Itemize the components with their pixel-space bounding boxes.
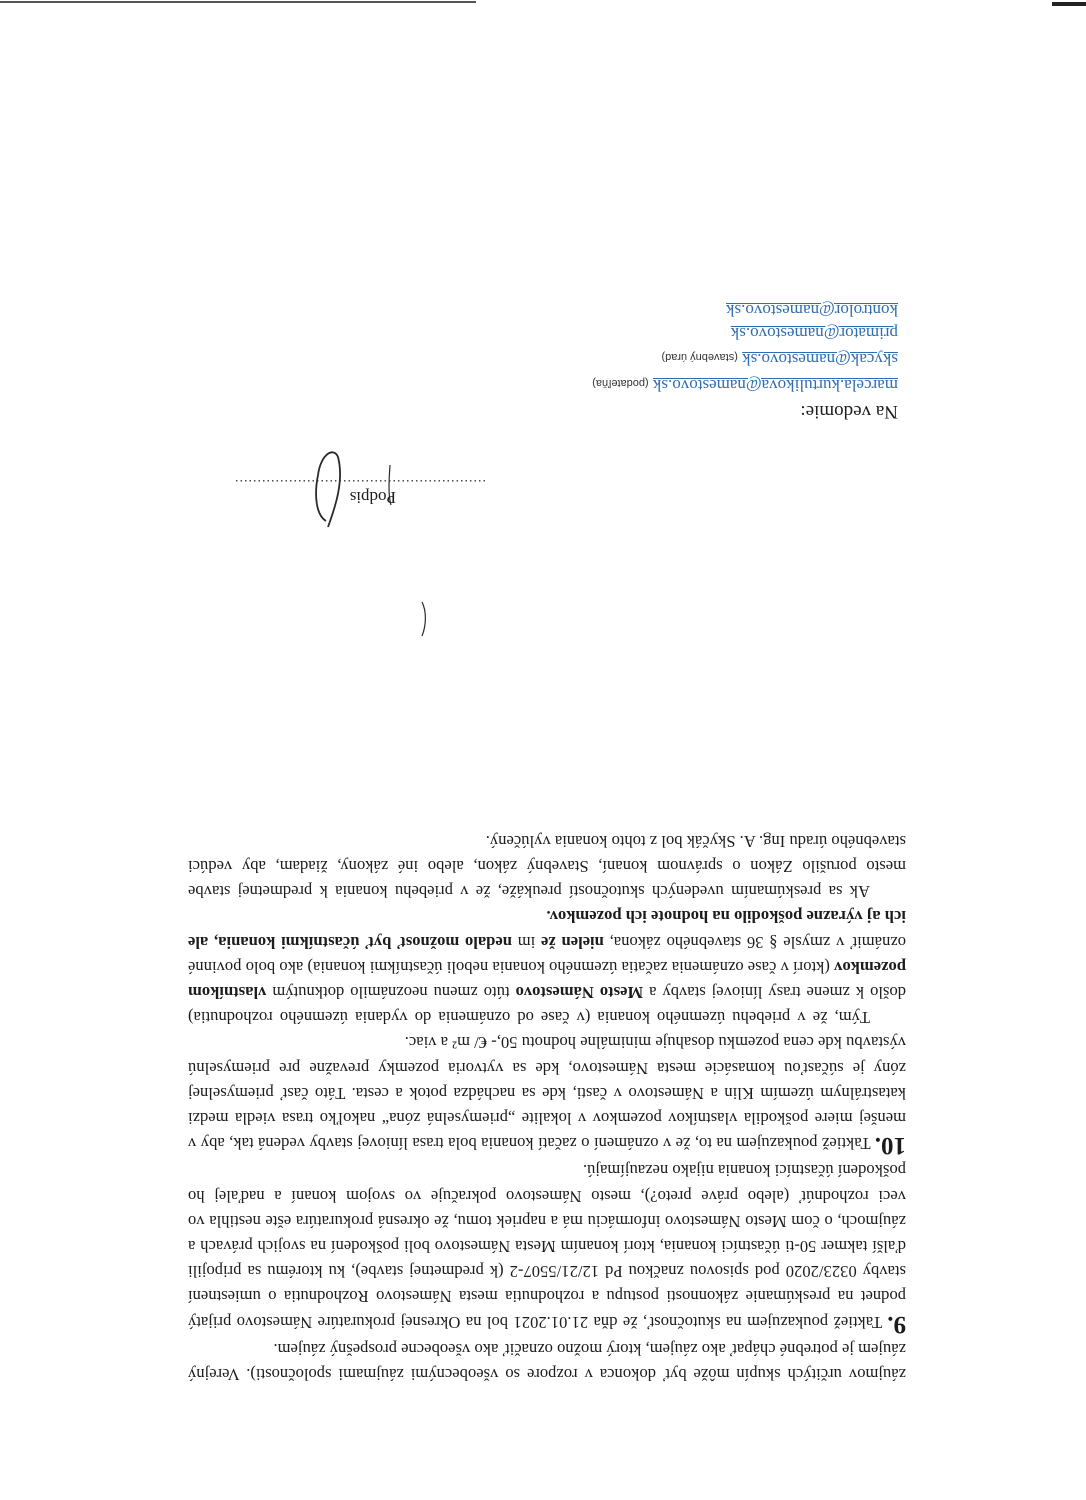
text-run: Tým, že v priebehu územného konania (v čase od oznámenia do vydania územného rozhodnutia) došlo k zmene trasy líniovej stavby a xyxy=(188,982,906,1028)
recipient-line xyxy=(592,371,898,397)
section-9 xyxy=(188,1158,906,1336)
bold-run: Mesto Námestovo xyxy=(515,982,644,1002)
bold-run: nedalo možnosť byť účastníkmi konania, ale ich aj výrazne poškodilo na hodnote ich pozemkov. xyxy=(188,907,906,952)
signature-label: Podpis xyxy=(349,488,396,507)
recipient-line xyxy=(592,322,898,345)
section-9-text: Taktiež poukazujem na skutočnosť, že dňa 21.01.2021 bol na Okresnej prokuratúre Námestovo prijatý podnet na preskúmanie zákonnosti postupu a rozhodnutia mesta Námestovo Rozhodnutia o umiestnení stavby 0323/2020 pod spisovou značkou Pd 12/21/5507-2 (k predmetnej stavbe), ku ktorému sa pripojili ďalší takmer 50-ti účastníci konania, ktorí konaním Mesta Námestovo boli poškodení na svojich právach a záujmoch, o čom Mesto Námestovo informáciu má a napriek tomu, že okresná prokuratúra ešte nestihla vo veci rozhodnúť (alebo práve preto?), mesto Námestovo pokračuje vo svojom konaní a naďalej ho poškodení účastníci konania nijako nezaujímajú. xyxy=(188,1161,906,1332)
pen-mark xyxy=(406,598,436,638)
scan-edge-line xyxy=(1052,2,1086,6)
recipient-email-link[interactable]: marcela.kurtulikova@namestovo.sk xyxy=(652,376,898,395)
recipient-line xyxy=(592,345,898,371)
text-run: im xyxy=(512,932,542,952)
section-10 xyxy=(188,1030,906,1158)
na-vedomie-title: Na vedomie: xyxy=(800,401,898,422)
text-run: (ktorí v čase oznámenia začatia územného konania neboli účastníkmi konania) ako bolo povinné oznámiť v zmysle § 36 stavebného zákona, xyxy=(188,932,906,977)
recipient-note: (podateľňa) xyxy=(592,377,649,389)
section-10-number: 10. xyxy=(874,1132,906,1160)
na-vedomie-section xyxy=(592,299,898,425)
signature-line: ........................................................ xyxy=(234,476,486,491)
letter-body xyxy=(188,829,906,1387)
recipient-email-link[interactable]: primator@namestovo.sk xyxy=(730,324,898,343)
recipient-note: (stavebný úrad) xyxy=(661,351,738,363)
recipient-line xyxy=(592,299,898,322)
section-10-paragraph-2 xyxy=(188,904,906,1030)
text-run: túto zmenu neoznámilo dotknutým xyxy=(266,982,516,1002)
recipient-email-link[interactable]: kontrolor@namestovo.sk xyxy=(726,301,898,320)
section-9-number: 9. xyxy=(887,1310,906,1338)
bold-run: nielen že xyxy=(541,932,604,952)
signature-block xyxy=(186,445,486,535)
recipient-email-link[interactable]: skycak@namestovo.sk xyxy=(742,350,898,369)
bold-run: vlastníkom pozemkov xyxy=(188,957,906,1002)
scan-edge-line-bottom xyxy=(0,1,476,3)
paragraph-intro: záujmov určitých skupín môže byť dokonca v rozpore so všeobecnými záujmami spoločnosti). Verejný záujem je potrebné chápať ako záujem, ktorý možno označiť ako všeobecne prospešný záujem. xyxy=(188,1339,906,1384)
section-10-text: Taktiež poukazujem na to, že v oznámení o začatí konania bola trasa líniovej stavby vedená tak, aby v menšej miere poškodila vlastníkov pozemkov v lokalite „priemyselná zóna“ nakoľko trasa viedla medzi katastrálnym územím Klin a Námestovo v časti, kde sa nachádza potok a cesta. Táto časť priemyselnej zóny je súčasťou komasácie mesta Námestovo, kde sa vytvoria pozemky prevažne pre priemyselnú výstavbu kde cena pozemku dosahuje minimálne hodnotu 50,- €/ m² a viac. xyxy=(188,1033,906,1154)
section-10-paragraph-3: Ak sa preskúmaním uvedených skutočností preukáže, že v priebehu konania k predmetnej stavbe mesto porušilo Zákon o správnom konaní, Stavebný zákon, alebo iné zákony, žiadam, aby vedúci stavebného úradu Ing. A. Skyčák bol z tohto konania vylúčený. xyxy=(188,831,906,902)
